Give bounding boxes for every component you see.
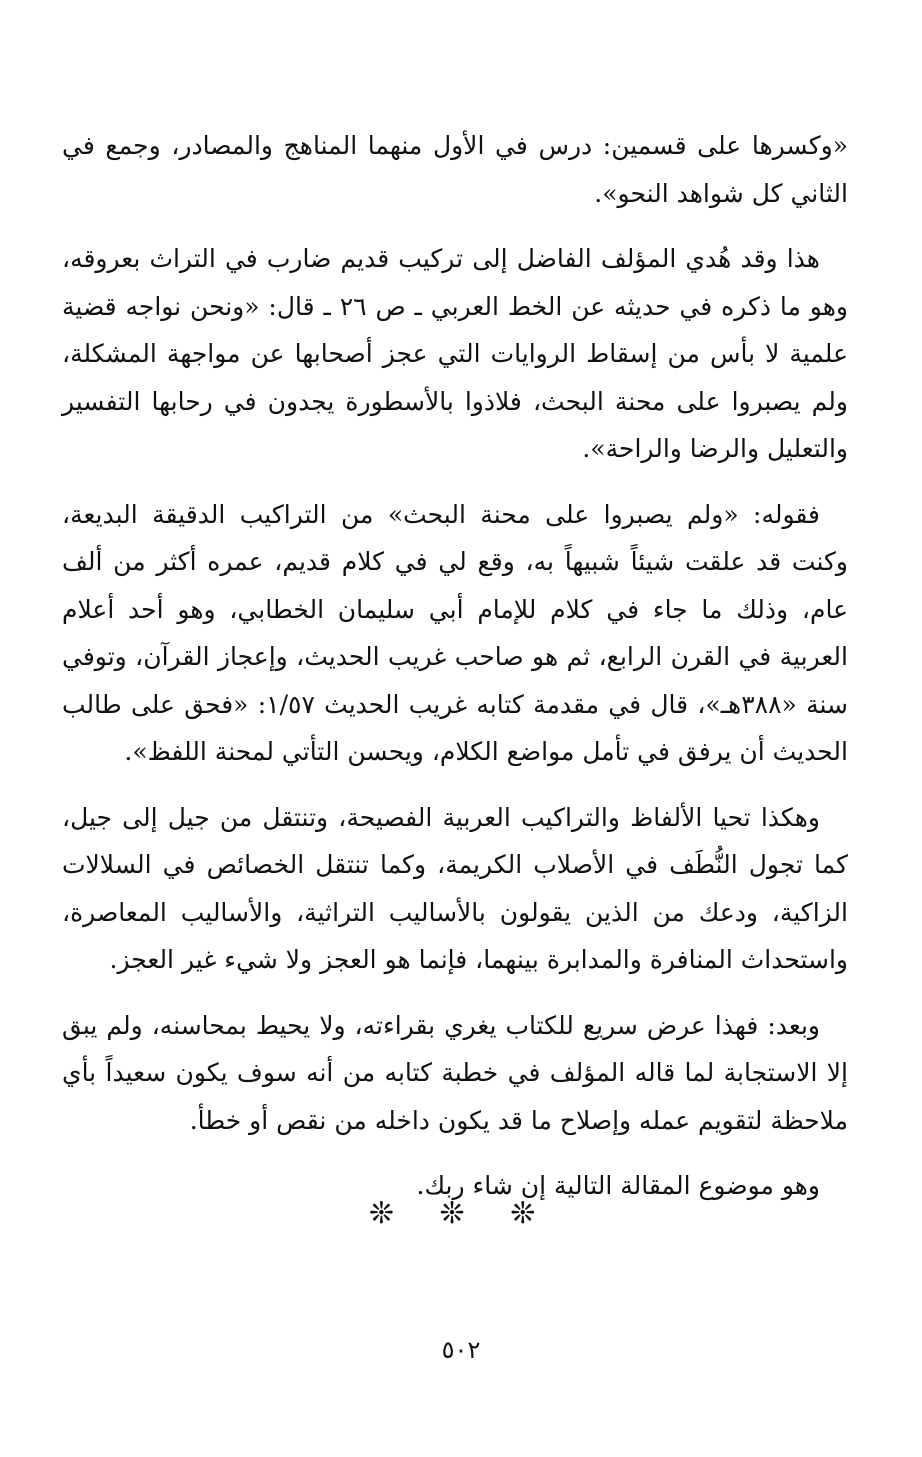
closing-line: وهو موضوع المقالة التالية إن شاء ربك. [416,1171,820,1200]
body-text [62,122,848,1228]
section-separator: ❊ ❊ ❊ [368,1196,554,1231]
paragraph-language-transmission: وهكذا تحيا الألفاظ والتراكيب العربية الفصيحة، وتنتقل من جيل إلى جيل، كما تجول النُّطَف في الأصلاب الكريمة، وكما تنتقل الخصائص في السلالات الزاكية، ودعك من الذين يقولون بالأساليب التراثية، والأساليب المعاصرة، واستحداث المنافرة والمدابرة بينهما، فإنما هو العجز ولا شيء غير العجز. [62,802,848,974]
paragraph-khattabi: فقوله: «ولم يصبروا على محنة البحث» من التراكيب الدقيقة البديعة، وكنت قد علقت شيئاً شبيهاً به، وقع لي في كلام قديم، عمره أكثر من ألف عام، وذلك ما جاء في كلام للإمام أبي سليمان الخطابي، وهو أحد أعلام العربية في القرن الرابع، ثم هو صاحب غريب الحديث، وإعجاز القرآن، وتوفي سنة «٣٨٨هـ»، قال في مقدمة كتابه غريب الحديث ١/٥٧: «فحق على طالب الحديث أن يرفق في تأمل مواضع الكلام، ويحسن التأتي لمحنة اللفظ». [62,499,848,766]
page-number: ٥٠٢ [441,1336,481,1364]
paragraph-conclusion: وبعد: فهذا عرض سريع للكتاب يغري بقراءته، ولا يحيط بمحاسنه، ولم يبق إلا الاستجابة لما قاله المؤلف في خطبة كتابه من أنه سوف يكون سعيداً بأي ملاحظة لتقويم عمله وإصلاح ما قد يكون داخله من نقص أو خطأ. [62,1010,848,1135]
paragraph-author-guidance: هذا وقد هُدي المؤلف الفاضل إلى تركيب قديم ضارب في التراث بعروقه، وهو ما ذكره في حديثه عن الخط العربي ـ ص ٢٦ ـ قال: «ونحن نواجه قضية علمية لا بأس من إسقاط الروايات التي عجز أصحابها عن مواجهة المشكلة، ولم يصبروا على محنة البحث، فلاذوا بالأسطورة يجدون في رحابها التفسير والتعليل والرضا والراحة». [62,244,848,463]
paragraph-quote-continuation: «وكسرها على قسمين: درس في الأول منهما المناهج والمصادر، وجمع في الثاني كل شواهد النحو». [62,131,848,208]
